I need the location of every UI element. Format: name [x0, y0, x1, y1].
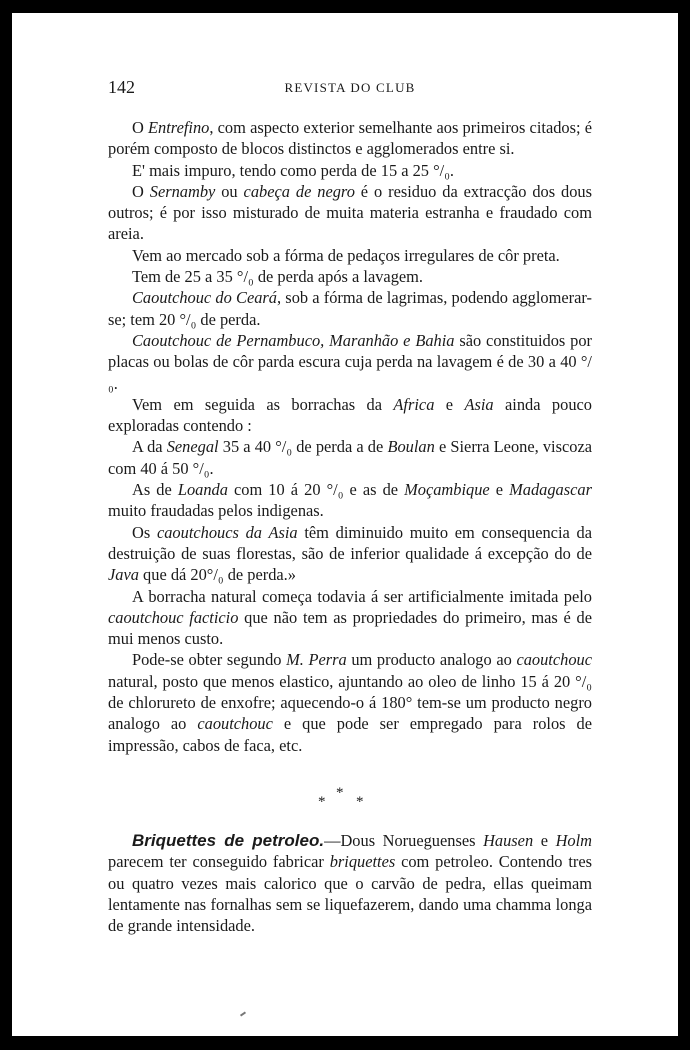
italic-run: Sernamby [149, 181, 216, 201]
separator-star: * [356, 794, 364, 810]
page [12, 13, 678, 1036]
paragraph [108, 436, 592, 479]
paragraph [108, 266, 592, 287]
italic-run: Loanda [177, 480, 228, 500]
italic-run: Moçambique [404, 480, 490, 500]
text-run: —Dous Norueguenses [324, 831, 484, 850]
text-run: E' mais impuro, tendo como perda de 15 a 25 °/₀. [132, 160, 455, 180]
text-run: e [489, 480, 510, 500]
print-mark [240, 1011, 246, 1016]
italic-run: Holm [555, 831, 592, 850]
italic-run: Entrefino [148, 118, 210, 137]
text-run: natural, posto que menos elastico, ajuntando ao oleo de linho 15 á 20 °/₀ de chlorureto de enxofre; aquecendo-o á 180° tem-se um producto negro analogo ao [108, 671, 592, 734]
text-run: A borracha natural começa todavia á ser artificialmente imitada pelo [132, 586, 592, 606]
italic-run: Hausen [483, 831, 534, 850]
italic-run: Asia [464, 394, 494, 414]
italic-run: Caoutchouc de Pernambuco, Maranhão e Bahia [132, 330, 455, 350]
paragraph [108, 330, 592, 394]
text-run: e [434, 394, 465, 414]
text-run: As de [132, 480, 178, 500]
article-body [108, 117, 592, 756]
text-run: , sob a fórma de lagrimas, podendo agglomerar-se; tem 20 °/₀ de perda. [108, 288, 592, 329]
italic-run: briquettes [329, 852, 396, 872]
separator-star: * [336, 785, 344, 801]
text-run: ou [215, 181, 244, 201]
running-title: REVISTA DO CLUB [284, 80, 416, 95]
text-run: Os [132, 522, 157, 542]
text-run: O [132, 118, 149, 137]
text-run: ainda pouco exploradas contendo : [108, 394, 592, 436]
text-run: que não tem as propriedades do primeiro, mas é de mui menos custo. [108, 607, 592, 649]
paragraph [108, 649, 592, 755]
italic-run: M. Perra [286, 650, 347, 670]
text-run: Pode-se obter segundo [132, 650, 287, 670]
text-run: têm diminuido muito em consequencia da destruição de suas florestas, são de inferior qualidade á excepção do de [108, 522, 592, 563]
paragraph [108, 245, 592, 266]
paragraph [108, 287, 592, 330]
italic-run: Boulan [387, 437, 435, 457]
text-run: parecem ter conseguido fabricar [108, 852, 330, 872]
paragraph [108, 117, 592, 160]
text-run: e [533, 831, 556, 850]
section-paragraph [108, 830, 592, 936]
text-run: é o residuo da extracção dos dous outros; é por isso misturado de muita materia estranha e fraudado com areia. [108, 181, 593, 244]
paragraph [108, 160, 592, 181]
text-run: A da [132, 437, 167, 457]
italic-run: caoutchouc [516, 650, 592, 670]
text-run: muito fraudadas pelos indigenas. [108, 501, 324, 521]
text-run: , com aspecto exterior semelhante aos primeiros citados; é porém composto de blocos distinctos e agglomerados entre si. [108, 118, 593, 159]
section-separator [312, 785, 376, 813]
italic-run: Java [108, 565, 139, 585]
italic-run: caoutchouc facticio [108, 607, 239, 627]
text-run: um producto analogo ao [346, 650, 517, 670]
italic-run: caoutchouc [197, 714, 273, 734]
italic-run: cabeça de negro [243, 181, 355, 201]
paragraph [108, 522, 592, 586]
page-header [108, 77, 592, 105]
text-run: e Sierra Leone, viscoza com 40 á 50 °/₀. [108, 437, 593, 478]
page-number: 142 [108, 77, 135, 97]
paragraph [108, 586, 592, 650]
text-run: Tem de 25 a 35 °/₀ de perda após a lavagem. [132, 267, 424, 287]
text-run: Vem em seguida as borrachas da [132, 394, 394, 414]
text-run: com petroleo. Contendo tres ou quatro vezes mais calorico que o carvão de pedra, ellas queimam lentamente nas fornalhas sem se liquefazerem, dando uma chamma longa de grande intensidade. [108, 852, 592, 936]
briquettes-section [108, 830, 592, 936]
text-run: e que pode ser empregado para rolos de impressão, cabos de faca, etc. [108, 714, 592, 755]
italic-run: Caoutchouc do Ceará [132, 288, 277, 308]
paragraph [108, 479, 592, 522]
italic-run: caoutchoucs da Asia [156, 522, 298, 542]
italic-run: Madagascar [509, 480, 592, 500]
italic-run: Senegal [166, 437, 219, 457]
text-run: com 10 á 20 °/₀ e as de [227, 480, 405, 500]
paragraph [108, 394, 592, 437]
section-title: Briquettes de petroleo. [132, 831, 325, 850]
paragraph [108, 181, 592, 245]
separator-star: * [318, 794, 326, 810]
text-run: 35 a 40 °/₀ de perda a de [218, 437, 388, 457]
text-run: Vem ao mercado sob a fórma de pedaços irregulares de côr preta. [132, 245, 560, 265]
text-run: O [132, 181, 150, 201]
text-run: que dá 20°/₀ de perda.» [138, 565, 296, 585]
text-run: são constituidos por placas ou bolas de côr parda escura cuja perda na lavagem é de 30 a 40 °/₀. [108, 330, 592, 393]
italic-run: Africa [393, 394, 435, 414]
